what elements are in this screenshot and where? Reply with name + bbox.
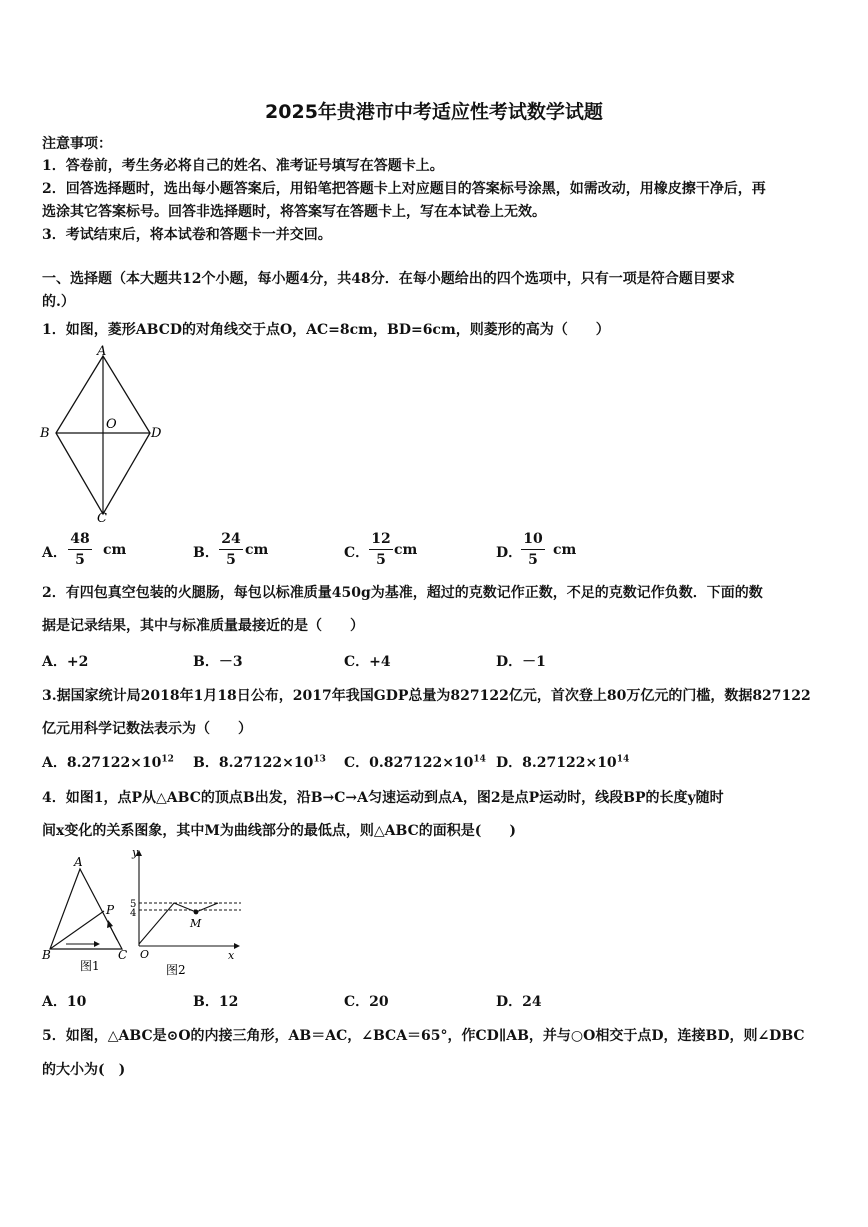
point-m bbox=[194, 910, 199, 915]
q2-option-a: A．+2 bbox=[42, 654, 89, 670]
arrow-ca-head bbox=[107, 920, 113, 928]
fig1-label-p: P bbox=[106, 903, 115, 917]
q4-option-a: A．10 bbox=[42, 994, 87, 1010]
section-heading-line-2: 的.） bbox=[42, 294, 75, 310]
fig2-label-o: O bbox=[140, 948, 150, 961]
q3-option-b: B．$8.27122\times 10^{13}$ bbox=[193, 754, 326, 771]
x-axis-arrow bbox=[234, 943, 240, 949]
fig1-label-c: C bbox=[118, 948, 128, 962]
notice-heading: 注意事项： bbox=[42, 136, 112, 152]
label-o: O bbox=[106, 417, 117, 432]
motion-figures bbox=[36, 846, 251, 978]
question-1-stem: 1．如图，菱形ABCD的对角线交于点O，AC=8cm，BD=6cm，则菱形的高为（ ） bbox=[42, 322, 610, 338]
section-heading-line-1: 一、选择题（本大题共12个小题，每小题4分，共48分．在每小题给出的四个选项中，只有一项是符合题目要求 bbox=[42, 271, 735, 287]
question-2-line-2: 据是记录结果，其中与标准质量最接近的是（ ） bbox=[42, 618, 364, 634]
label-d: D bbox=[151, 426, 162, 441]
fig2-tick-4: 4 bbox=[130, 908, 137, 919]
q1-option-a-letter: A． bbox=[42, 545, 67, 561]
question-4-line-1: 4．如图1，点P从△ABC的顶点B出发，沿B→C→A匀速运动到点A，图2是点P运动时，线段BP的长度y随时 bbox=[42, 790, 724, 806]
q2-option-c: C．+4 bbox=[344, 654, 391, 670]
q3-option-a: A．$8.27122\times 10^{12}$ bbox=[42, 754, 174, 771]
q4-option-c: C．20 bbox=[344, 994, 389, 1010]
fig2-caption: 图2 bbox=[166, 963, 186, 977]
q1-option-b-unit: cm bbox=[245, 542, 269, 558]
question-3-line-2: 亿元用科学记数法表示为（ ） bbox=[42, 721, 252, 737]
notice-item-2-line-1: 2．回答选择题时，选出每小题答案后，用铅笔把答题卡上对应题目的答案标号涂黑，如需改动，用橡皮擦干净后，再 bbox=[42, 181, 766, 197]
arrow-bc-head bbox=[94, 941, 100, 947]
arrow-ca-shaft bbox=[110, 926, 117, 940]
q2-option-d: D．－1 bbox=[496, 654, 546, 670]
notice-item-2-line-2: 选涂其它答案标号。回答非选择题时，将答案写在答题卡上，写在本试卷上无效。 bbox=[42, 204, 546, 220]
q1-option-d-unit: cm bbox=[553, 542, 577, 558]
fig1-caption: 图1 bbox=[80, 959, 100, 973]
q1-option-b-fraction: 24 5 bbox=[219, 530, 243, 569]
rhombus-figure bbox=[36, 342, 166, 524]
notice-item-1: 1．答卷前，考生务必将自己的姓名、准考证号填写在答题卡上。 bbox=[42, 158, 444, 174]
question-5-line-2: 的大小为( ) bbox=[42, 1062, 126, 1078]
q1-option-a-fraction: 48 5 bbox=[68, 530, 92, 569]
q1-option-b-letter: B． bbox=[193, 545, 219, 561]
q1-option-c-fraction: 12 5 bbox=[369, 530, 393, 569]
fig2-tick-5: 5 bbox=[130, 899, 137, 910]
q1-option-c-letter: C． bbox=[344, 545, 370, 561]
q3-option-c: C．$0.827122\times 10^{14}$ bbox=[344, 754, 486, 771]
question-2-line-1: 2．有四包真空包装的火腿肠，每包以标准质量450g为基准，超过的克数记作正数，不足的克数记作负数．下面的数 bbox=[42, 585, 763, 601]
fig1-label-b: B bbox=[42, 948, 51, 962]
q1-option-a-unit: cm bbox=[103, 542, 127, 558]
notice-item-3: 3．考试结束后，将本试卷和答题卡一并交回。 bbox=[42, 227, 332, 243]
label-a: A bbox=[97, 344, 107, 359]
q3-option-d: D．$8.27122\times 10^{14}$ bbox=[496, 754, 630, 771]
label-c: C bbox=[97, 511, 107, 524]
fig2-label-y: y bbox=[132, 846, 139, 859]
graph-curve bbox=[139, 903, 218, 944]
question-5-line-1: 5．如图，△ABC是⊙O的内接三角形，AB＝AC，∠BCA＝65°，作CD∥AB，并与○O相交于点D，连接BD，则∠DBC bbox=[42, 1028, 805, 1044]
page-title: 2025年贵港市中考适应性考试数学试题 bbox=[265, 101, 603, 123]
q2-option-b: B．－3 bbox=[193, 654, 243, 670]
fig1-label-a: A bbox=[74, 855, 83, 869]
q1-option-d-letter: D． bbox=[496, 545, 523, 561]
q4-option-d: D．24 bbox=[496, 994, 542, 1010]
question-4-line-2: 间x变化的关系图象，其中M为曲线部分的最低点，则△ABC的面积是( ) bbox=[42, 823, 516, 839]
fig2-label-x: x bbox=[228, 949, 235, 962]
q1-option-c-unit: cm bbox=[394, 542, 418, 558]
question-3-line-1: 3.据国家统计局2018年1月18日公布，2017年我国GDP总量为827122亿元，首次登上80万亿元的门槛，数据827122 bbox=[42, 688, 811, 704]
label-b: B bbox=[40, 426, 50, 441]
q1-option-d-fraction: 10 5 bbox=[521, 530, 545, 569]
fig2-label-m: M bbox=[190, 917, 202, 930]
q4-option-b: B．12 bbox=[193, 994, 239, 1010]
